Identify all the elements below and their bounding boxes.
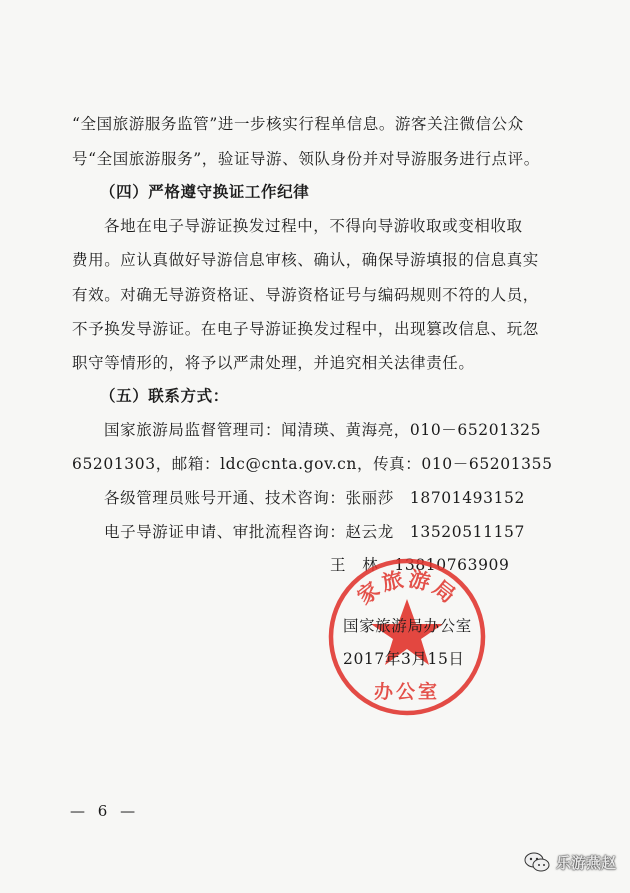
contact-line: 王 林 13810763909 bbox=[330, 556, 510, 574]
wechat-icon bbox=[524, 851, 550, 873]
text-line: 号“全国旅游服务”，验证导游、领队身份并对导游服务进行点评。 bbox=[72, 150, 540, 168]
watermark bbox=[524, 851, 616, 873]
svg-text:办公室: 办公室 bbox=[373, 681, 441, 703]
section-heading: （四）严格遵守换证工作纪律 bbox=[100, 182, 310, 201]
text-line: “全国旅游服务监管”进一步核实行程单信息。游客关注微信公众 bbox=[72, 115, 524, 133]
contact-line: 各级管理员账号开通、技术咨询：张丽莎 18701493152 bbox=[104, 489, 525, 507]
issue-date: 2017年3月15日 bbox=[343, 650, 465, 668]
text-line: 有效。对确无导游资格证、导游资格证号与编码规则不符的人员， bbox=[72, 286, 539, 304]
text-line: 职守等情形的，将予以严肃处理，并追究相关法律责任。 bbox=[72, 354, 475, 372]
text-line: 不予换发导游证。在电子导游证换发过程中，出现篡改信息、玩忽 bbox=[72, 320, 539, 338]
contact-line: 国家旅游局监督管理司：闻清瑛、黄海亮，010－65201325 bbox=[104, 421, 542, 439]
contact-line: 65201303，邮箱：ldc@cnta.gov.cn，传真：010－65201355 bbox=[72, 455, 553, 473]
page-number: — 6 — bbox=[70, 802, 140, 820]
text-line: 费用。应认真做好导游信息审核、确认，确保导游填报的信息真实 bbox=[72, 251, 539, 269]
text-line: 各地在电子导游证换发过程中，不得向导游收取或变相收取 bbox=[104, 217, 523, 235]
issuing-office: 国家旅游局办公室 bbox=[343, 617, 472, 635]
section-heading: （五）联系方式： bbox=[100, 386, 229, 405]
svg-text:家旅游局: 家旅游局 bbox=[352, 565, 463, 610]
watermark-label: 乐游燕赵 bbox=[555, 853, 616, 872]
official-seal-icon bbox=[325, 555, 490, 720]
contact-line: 电子导游证申请、审批流程咨询：赵云龙 13520511157 bbox=[104, 523, 525, 541]
